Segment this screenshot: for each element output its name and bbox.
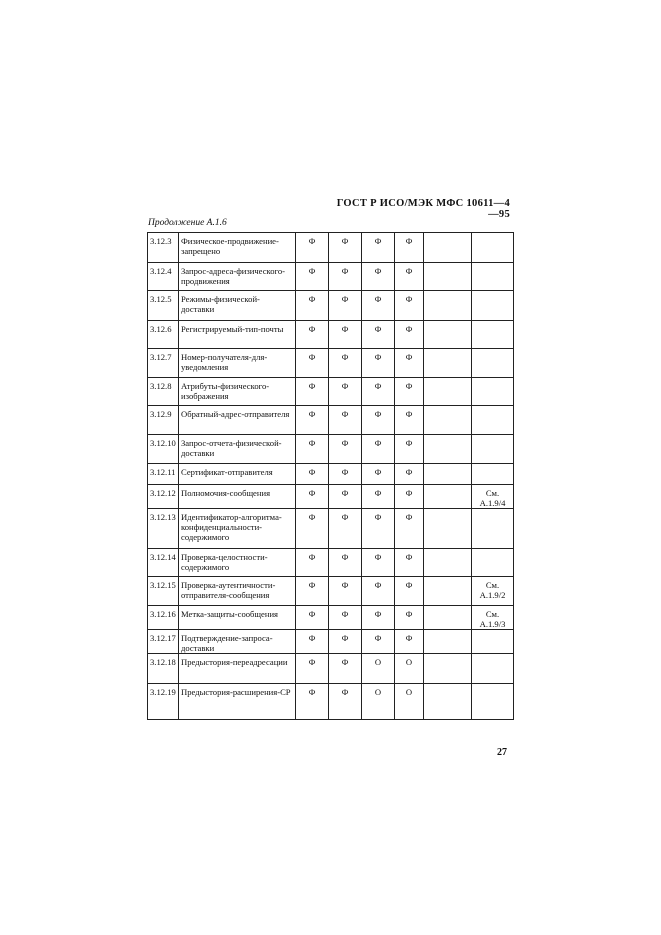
empty-cell: [424, 464, 472, 485]
empty-cell: [424, 263, 472, 291]
reference-note: [472, 406, 514, 435]
attribute-name: Режимы-физической-доставки: [179, 291, 296, 321]
support-value: Ф: [296, 464, 329, 485]
empty-cell: [424, 378, 472, 406]
clause-number: 3.12.11: [148, 464, 179, 485]
support-value: Ф: [296, 406, 329, 435]
support-value: Ф: [329, 435, 362, 464]
reference-note: [472, 263, 514, 291]
attribute-name: Запрос-отчета-физической-доставки: [179, 435, 296, 464]
empty-cell: [424, 291, 472, 321]
reference-note: [472, 378, 514, 406]
support-value: Ф: [362, 233, 395, 263]
support-value: Ф: [362, 485, 395, 509]
support-value: О: [395, 684, 424, 720]
attribute-name: Проверка-целостности-содержимого: [179, 549, 296, 577]
clause-number: 3.12.3: [148, 233, 179, 263]
support-value: Ф: [395, 378, 424, 406]
clause-number: 3.12.14: [148, 549, 179, 577]
clause-number: 3.12.4: [148, 263, 179, 291]
empty-cell: [424, 577, 472, 606]
support-value: Ф: [362, 549, 395, 577]
support-value: Ф: [296, 321, 329, 349]
support-value: Ф: [296, 549, 329, 577]
support-value: Ф: [362, 577, 395, 606]
support-value: Ф: [329, 464, 362, 485]
reference-note: [472, 233, 514, 263]
support-value: Ф: [362, 291, 395, 321]
empty-cell: [424, 485, 472, 509]
reference-note: См. А.1.9/2: [472, 577, 514, 606]
clause-number: 3.12.7: [148, 349, 179, 378]
support-value: Ф: [329, 684, 362, 720]
support-value: О: [395, 654, 424, 684]
support-value: Ф: [329, 349, 362, 378]
attribute-name: Предыстория-расширения-СР: [179, 684, 296, 720]
clause-number: 3.12.6: [148, 321, 179, 349]
attribute-name: Обратный-адрес-отправителя: [179, 406, 296, 435]
support-value: Ф: [329, 406, 362, 435]
table-row: [148, 606, 514, 630]
table-row: [148, 321, 514, 349]
reference-note: [472, 549, 514, 577]
support-value: Ф: [362, 263, 395, 291]
reference-note: [472, 321, 514, 349]
support-value: Ф: [296, 684, 329, 720]
empty-cell: [424, 435, 472, 464]
support-value: Ф: [395, 233, 424, 263]
empty-cell: [424, 630, 472, 654]
table-row: [148, 378, 514, 406]
table-row: [148, 509, 514, 549]
support-value: Ф: [296, 654, 329, 684]
reference-note: [472, 291, 514, 321]
empty-cell: [424, 684, 472, 720]
empty-cell: [424, 509, 472, 549]
table-row: [148, 406, 514, 435]
empty-cell: [424, 321, 472, 349]
clause-number: 3.12.18: [148, 654, 179, 684]
empty-cell: [424, 233, 472, 263]
support-value: Ф: [296, 263, 329, 291]
table-row: [148, 577, 514, 606]
clause-number: 3.12.16: [148, 606, 179, 630]
table-row: [148, 630, 514, 654]
support-value: Ф: [395, 263, 424, 291]
support-value: Ф: [329, 485, 362, 509]
reference-note: [472, 654, 514, 684]
clause-number: 3.12.12: [148, 485, 179, 509]
attribute-name: Регистрируемый-тип-почты: [179, 321, 296, 349]
document-id: ГОСТ Р ИСО/МЭК МФС 10611—4—95: [336, 198, 510, 220]
support-value: Ф: [395, 606, 424, 630]
support-value: Ф: [329, 509, 362, 549]
attribute-name: Полномочия-сообщения: [179, 485, 296, 509]
support-value: Ф: [395, 435, 424, 464]
attribute-name: Подтверждение-запроса-доставки: [179, 630, 296, 654]
reference-note: [472, 464, 514, 485]
support-value: Ф: [395, 291, 424, 321]
clause-number: 3.12.9: [148, 406, 179, 435]
table-row: [148, 684, 514, 720]
support-value: Ф: [362, 606, 395, 630]
table-row: [148, 349, 514, 378]
empty-cell: [424, 606, 472, 630]
reference-note: [472, 684, 514, 720]
reference-note: [472, 509, 514, 549]
support-value: Ф: [296, 630, 329, 654]
support-value: Ф: [395, 321, 424, 349]
empty-cell: [424, 549, 472, 577]
support-value: Ф: [362, 435, 395, 464]
support-value: Ф: [329, 654, 362, 684]
support-value: О: [362, 654, 395, 684]
support-value: Ф: [395, 630, 424, 654]
clause-number: 3.12.5: [148, 291, 179, 321]
empty-cell: [424, 349, 472, 378]
table-row: [148, 435, 514, 464]
support-value: Ф: [329, 233, 362, 263]
table-row: [148, 263, 514, 291]
support-value: Ф: [395, 485, 424, 509]
support-value: Ф: [395, 509, 424, 549]
support-value: Ф: [329, 321, 362, 349]
table-row: [148, 464, 514, 485]
empty-cell: [424, 654, 472, 684]
page-number: 27: [497, 747, 507, 758]
reference-note: См. А.1.9/3: [472, 606, 514, 630]
support-value: Ф: [329, 606, 362, 630]
attribute-name: Запрос-адреса-физического-продвижения: [179, 263, 296, 291]
table-row: [148, 549, 514, 577]
support-value: Ф: [296, 233, 329, 263]
support-value: Ф: [329, 291, 362, 321]
support-value: Ф: [296, 291, 329, 321]
attribute-name: Метка-защиты-сообщения: [179, 606, 296, 630]
clause-number: 3.12.17: [148, 630, 179, 654]
support-value: Ф: [329, 549, 362, 577]
clause-number: 3.12.13: [148, 509, 179, 549]
support-value: Ф: [296, 509, 329, 549]
attribute-name: Атрибуты-физического-изображения: [179, 378, 296, 406]
attribute-name: Физическое-продвижение-запрещено: [179, 233, 296, 263]
table-row: [148, 654, 514, 684]
table-continuation-label: Продолжение А.1.6: [148, 218, 227, 228]
support-value: Ф: [362, 509, 395, 549]
attribute-name: Идентификатор-алгоритма-конфиденциальности-содержимого: [179, 509, 296, 549]
support-value: Ф: [362, 321, 395, 349]
support-value: Ф: [395, 406, 424, 435]
table-row: [148, 291, 514, 321]
support-value: Ф: [362, 464, 395, 485]
clause-number: 3.12.8: [148, 378, 179, 406]
attribute-name: Предыстория-переадресации: [179, 654, 296, 684]
reference-note: [472, 435, 514, 464]
support-value: Ф: [395, 549, 424, 577]
reference-note: [472, 630, 514, 654]
clause-number: 3.12.19: [148, 684, 179, 720]
support-value: Ф: [329, 378, 362, 406]
attribute-name: Номер-получателя-для-уведомления: [179, 349, 296, 378]
support-value: Ф: [362, 406, 395, 435]
support-value: Ф: [296, 485, 329, 509]
support-value: Ф: [329, 630, 362, 654]
clause-number: 3.12.15: [148, 577, 179, 606]
support-value: Ф: [296, 378, 329, 406]
support-value: Ф: [296, 349, 329, 378]
attribute-name: Сертификат-отправителя: [179, 464, 296, 485]
support-value: Ф: [329, 577, 362, 606]
table-row: [148, 233, 514, 263]
empty-cell: [424, 406, 472, 435]
support-value: Ф: [362, 630, 395, 654]
support-value: Ф: [296, 577, 329, 606]
support-value: О: [362, 684, 395, 720]
support-value: Ф: [296, 435, 329, 464]
support-value: Ф: [329, 263, 362, 291]
support-value: Ф: [296, 606, 329, 630]
table-row: [148, 485, 514, 509]
attribute-name: Проверка-аутентичности-отправителя-сообщения: [179, 577, 296, 606]
support-value: Ф: [362, 349, 395, 378]
reference-note: См. А.1.9/4: [472, 485, 514, 509]
support-value: Ф: [362, 378, 395, 406]
attributes-table: [147, 232, 514, 720]
support-value: Ф: [395, 349, 424, 378]
reference-note: [472, 349, 514, 378]
support-value: Ф: [395, 464, 424, 485]
clause-number: 3.12.10: [148, 435, 179, 464]
support-value: Ф: [395, 577, 424, 606]
